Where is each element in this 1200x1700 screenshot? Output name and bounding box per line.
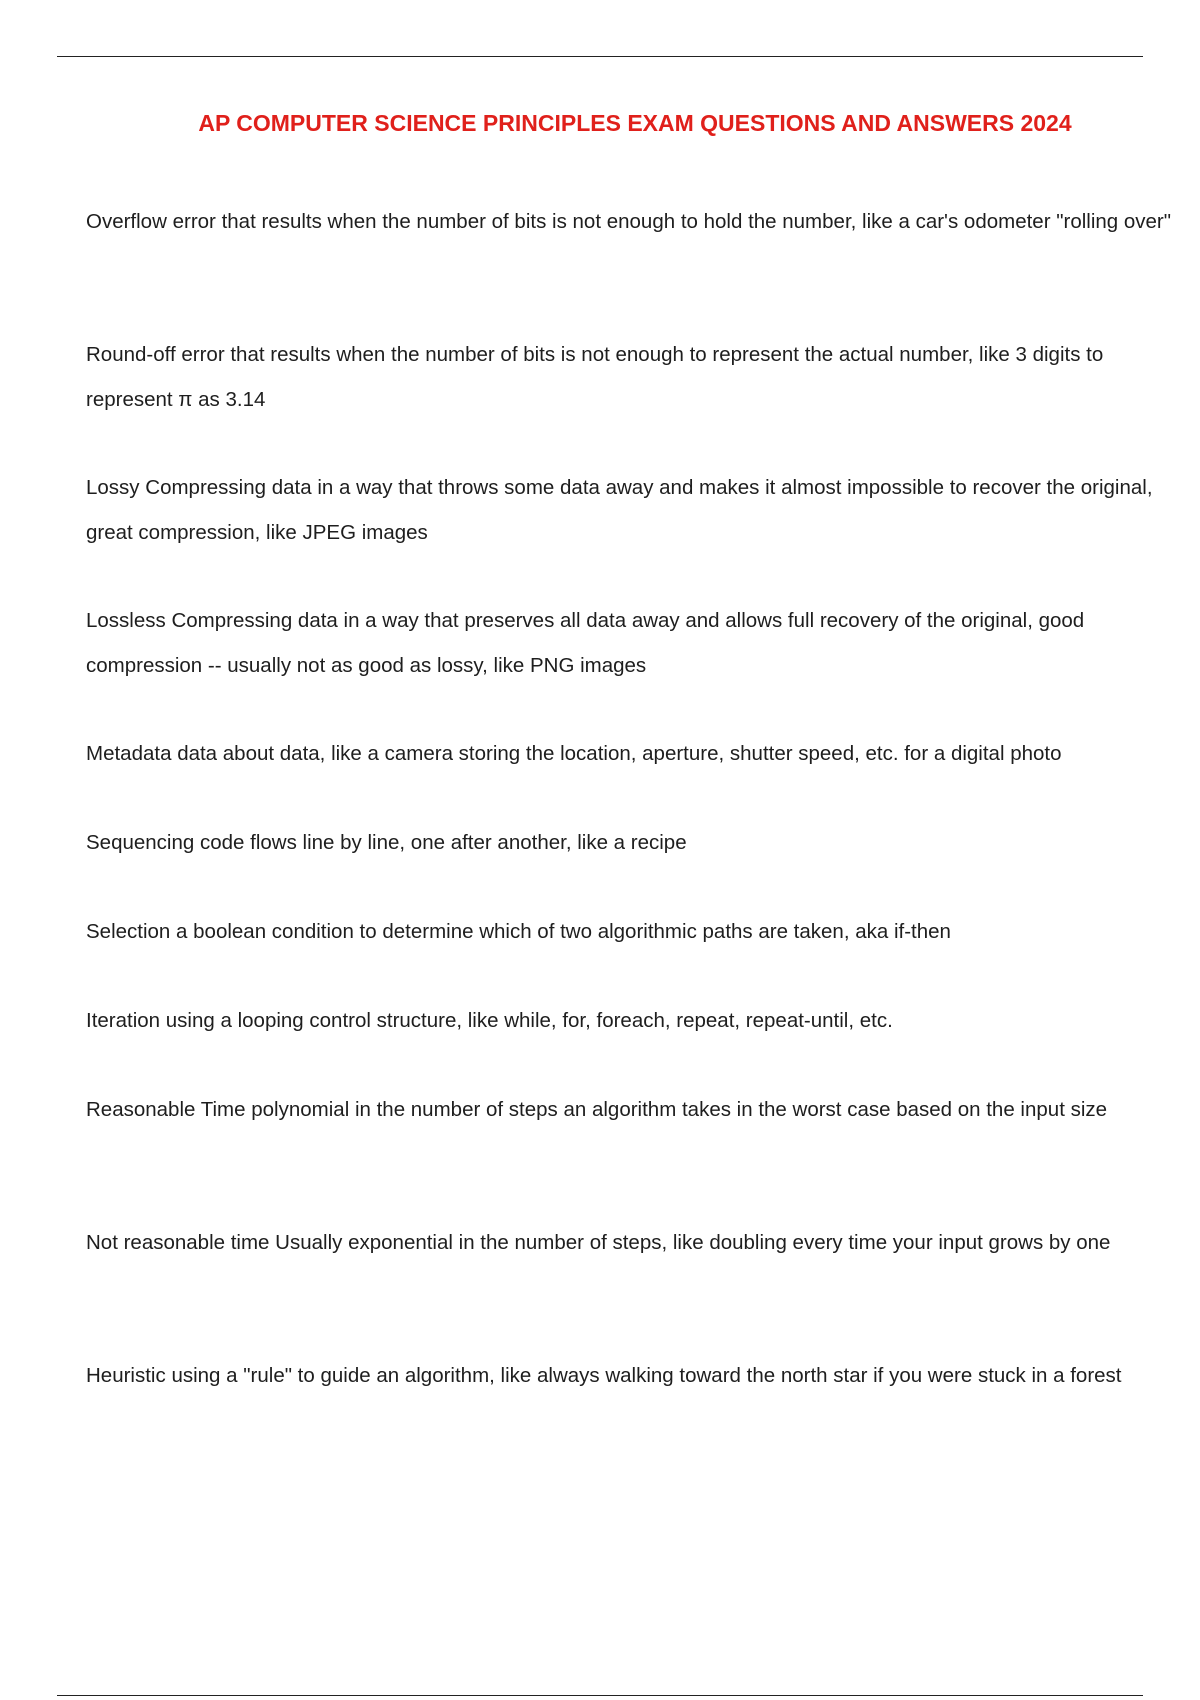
glossary-list [86,200,1186,1487]
bottom-divider [57,1695,1143,1696]
entry-definition: data about data, like a camera storing the location, aperture, shutter speed, etc. for a digital photo [177,742,1062,765]
glossary-entry-round-off [86,333,1186,466]
entry-term: Heuristic [86,1364,166,1387]
entry-term: Iteration [86,1009,161,1032]
glossary-entry-iteration [86,999,1186,1088]
entry-definition: Usually exponential in the number of steps, like doubling every time your input grows by one [275,1231,1111,1254]
entry-term: Sequencing [86,831,195,854]
entry-term: Metadata [86,742,172,765]
entry-term: Overflow [86,210,167,233]
entry-definition: error that results when the number of bits is not enough to hold the number, like a car's odometer "rolling over" [172,210,1172,233]
entry-term: Round-off [86,343,176,366]
glossary-entry-overflow [86,200,1186,333]
top-divider [57,56,1143,57]
glossary-entry-sequencing [86,821,1186,910]
entry-term: Not reasonable time [86,1231,270,1254]
glossary-entry-lossless [86,599,1186,732]
glossary-entry-metadata [86,732,1186,821]
entry-definition: using a looping control structure, like while, for, foreach, repeat, repeat-until, etc. [165,1009,893,1032]
entry-term: Lossless [86,609,166,632]
glossary-entry-reasonable-time [86,1088,1186,1221]
entry-definition: code flows line by line, one after another, like a recipe [200,831,687,854]
entry-term: Lossy [86,476,140,499]
entry-definition: using a "rule" to guide an algorithm, like always walking toward the north star if you were stuck in a forest [171,1364,1122,1387]
glossary-entry-heuristic [86,1354,1186,1487]
page-title: AP COMPUTER SCIENCE PRINCIPLES EXAM QUESTIONS AND ANSWERS 2024 [198,110,1072,136]
entry-definition: Compressing data in a way that throws some data away and makes it almost impossible to recover the original, great compression, like JPEG images [86,476,1159,544]
glossary-entry-selection [86,910,1186,999]
glossary-entry-lossy [86,466,1186,599]
entry-definition: Compressing data in a way that preserves all data away and allows full recovery of the original, good compression -- usually not as good as lossy, like PNG images [86,609,1090,677]
entry-term: Reasonable Time [86,1098,246,1121]
glossary-entry-not-reasonable-time [86,1221,1186,1354]
entry-definition: error that results when the number of bits is not enough to represent the actual number, like 3 digits to represent π as 3.14 [86,343,1109,411]
entry-term: Selection [86,920,171,943]
entry-definition: a boolean condition to determine which of two algorithmic paths are taken, aka if-then [176,920,951,943]
entry-definition: polynomial in the number of steps an algorithm takes in the worst case based on the input size [251,1098,1108,1121]
